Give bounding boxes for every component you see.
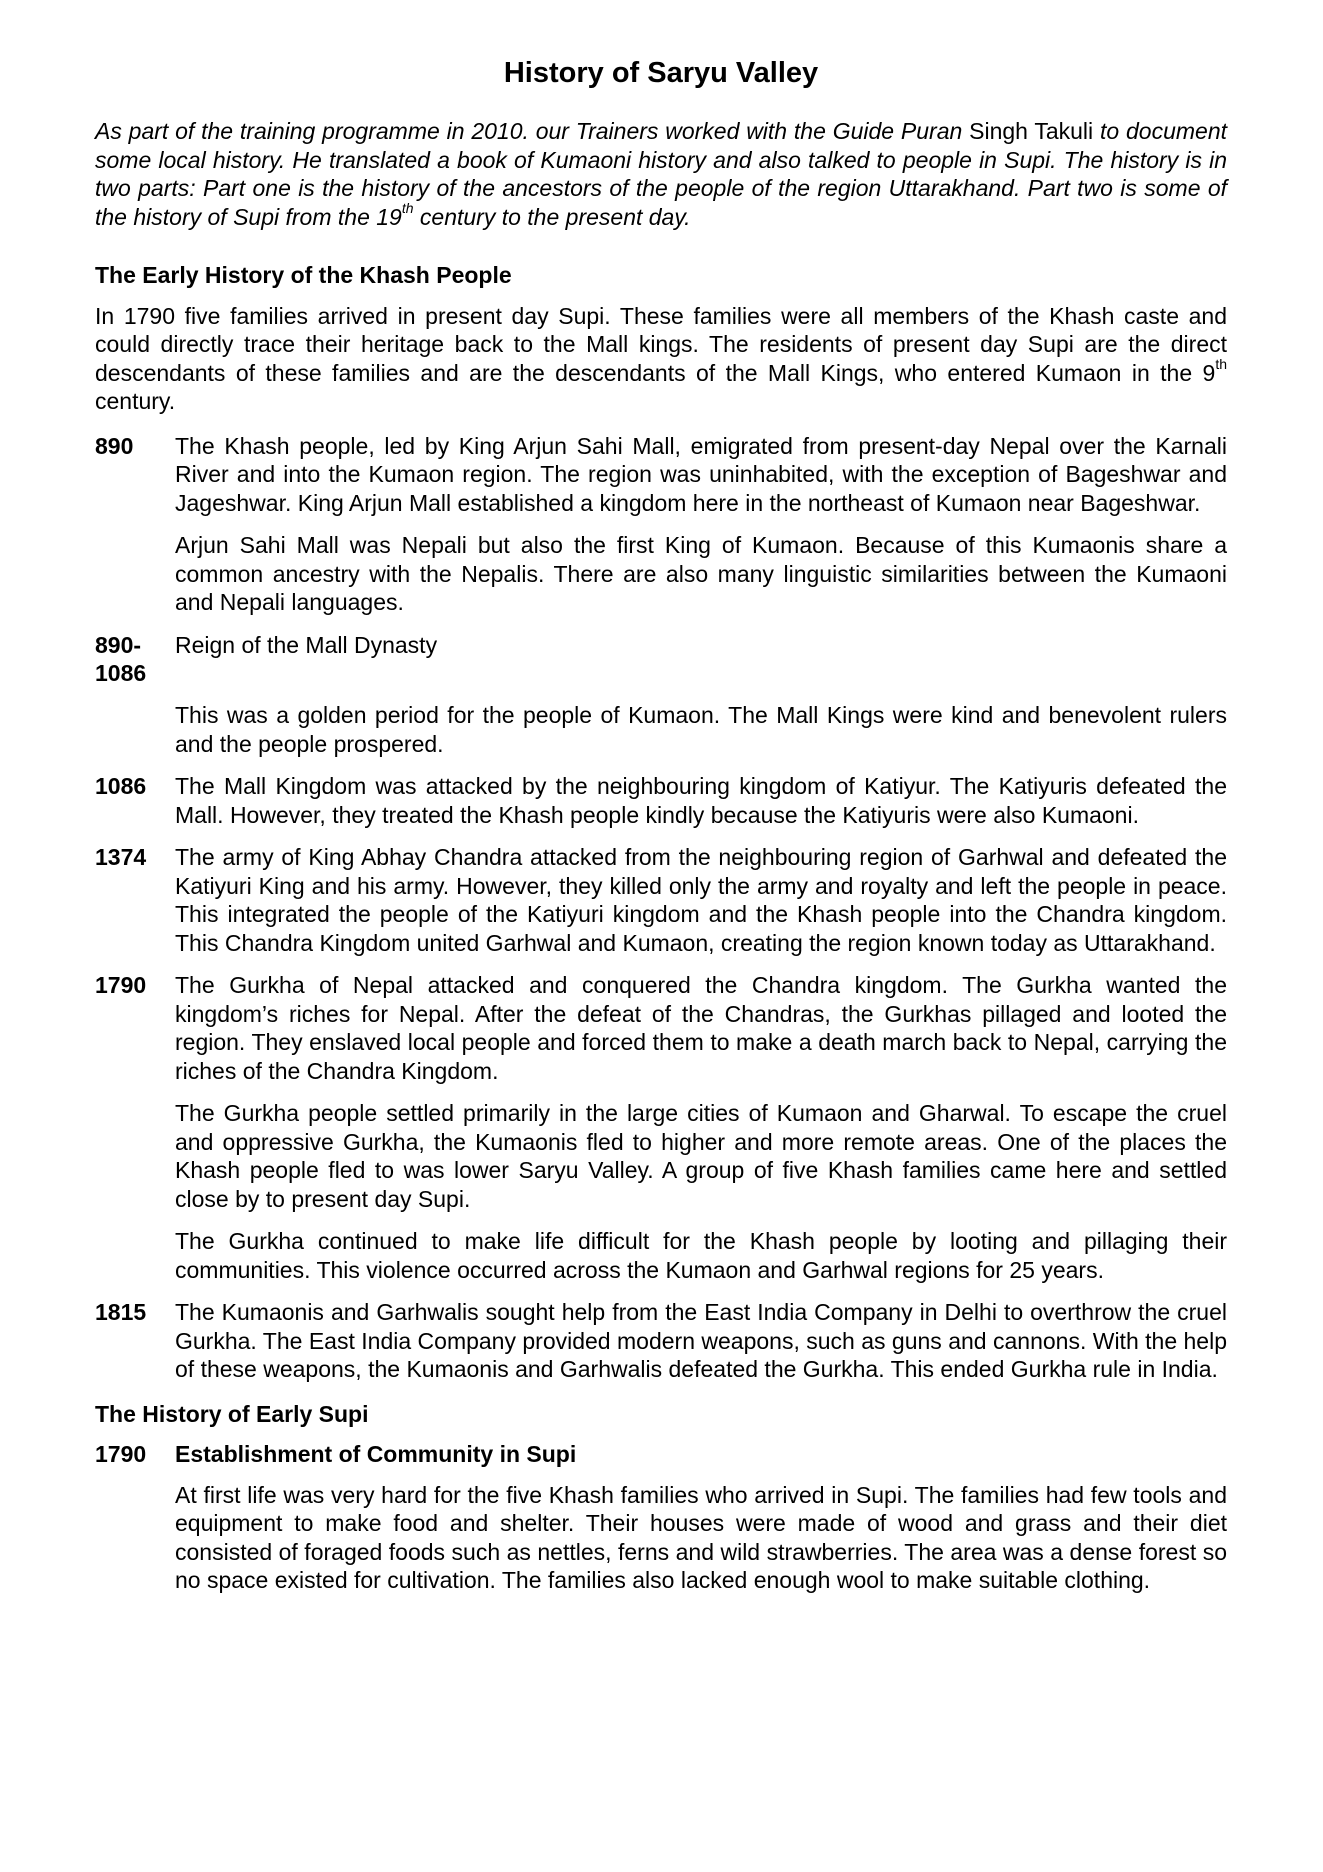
entry-paragraph: The army of King Abhay Chandra attacked from the neighbouring region of Garhwal and defeated the Katiyuri King and his army. However, they killed only the army and royalty and left the people in peace. This integrated the people of the Katiyuri kingdom and the Khash people into the Chandra kingdom. This Chandra Kingdom united Garhwal and Kumaon, creating the region known today as Uttarakhand. <box>175 844 1227 956</box>
document-page <box>95 55 1227 1609</box>
entry-paragraph: Arjun Sahi Mall was Nepali but also the first King of Kumaon. Because of this Kumaonis share a common ancestry with the Nepalis. There are also many linguistic similarities between the Kumaoni and Nepali languages. <box>175 532 1227 615</box>
entry-body <box>175 971 1227 1284</box>
entry-body <box>175 631 1227 759</box>
entry-year: 1790 <box>95 1441 147 1467</box>
timeline-entry <box>95 843 1227 957</box>
entry-body <box>175 772 1227 829</box>
section-heading-early-supi: The History of Early Supi <box>95 1400 369 1427</box>
entry-paragraph: At first life was very hard for the five Khash families who arrived in Supi. The families had few tools and equipment to make food and shelter. Their houses were made of wood and grass and their diet consisted of foraged foods such as nettles, ferns and wild strawberries. The area was a dense forest so no space existed for cultivation. The families also lacked enough wool to make suitable clothing. <box>175 1481 1227 1593</box>
entry-paragraph: The Kumaonis and Garhwalis sought help from the East India Company in Delhi to overthrow the cruel Gurkha. The East India Company provided modern weapons, such as guns and cannons. With the help of these weapons, the Kumaonis and Garhwalis defeated the Gurkha. This ended Gurkha rule in India. <box>175 1299 1227 1382</box>
entry-paragraph: The Gurkha people settled primarily in the large cities of Kumaon and Gharwal. To escape the cruel and oppressive Gurkha, the Kumaonis fled to higher and more remote areas. One of the places the Khash people fled to was lower Saryu Valley. A group of five Khash families came here and settled close by to present day Supi. <box>175 1100 1227 1212</box>
entry-year-line-1: 890- <box>95 631 142 658</box>
entry-paragraph: The Gurkha continued to make life difficult for the Khash people by looting and pillaging their communities. This violence occurred across the Kumaon and Garhwal regions for 25 years. <box>175 1228 1227 1283</box>
timeline-entry <box>95 772 1227 829</box>
section-intro-superscript: th <box>1215 355 1227 372</box>
timeline-entry <box>95 1440 1227 1595</box>
intro-paragraph <box>95 117 1227 231</box>
entry-year: 1790 <box>95 972 147 998</box>
entry-paragraph: The Mall Kingdom was attacked by the neighbouring kingdom of Katiyur. The Katiyuris defeated the Mall. However, they treated the Khash people kindly because the Katiyuris were also Kumaoni. <box>175 773 1227 828</box>
entry-year: 1374 <box>95 844 147 870</box>
intro-superscript: th <box>401 199 414 216</box>
entry-body <box>175 432 1227 617</box>
entry-year: 1815 <box>95 1299 147 1325</box>
intro-text-1: As part of the training programme in 2010. our Trainers worked with the Guide Puran <box>95 118 963 144</box>
intro-text-3: to document some local history. He translated a book of Kumaoni history and also talked to people in Supi. The history is in two parts: Part one is the history of the ancestors of the people of the region Uttarakhand. Part two is some of the history of Supi from the 19 <box>95 118 1227 230</box>
timeline-entry <box>95 432 1227 617</box>
entry-body <box>175 843 1227 957</box>
entry-sub-heading: Establishment of Community in Supi <box>175 1441 577 1467</box>
timeline-entry <box>95 631 1227 759</box>
page-title: History of Saryu Valley <box>503 57 819 89</box>
timeline-entry <box>95 971 1227 1284</box>
entry-year: 890 <box>95 432 134 459</box>
section-intro-paragraph <box>95 302 1227 416</box>
section-intro-text: In 1790 five families arrived in present day Supi. These families were all members of the Khash caste and could directly trace their heritage back to the Mall kings. The residents of present day Supi are the direct descendants of these families and are the descendants of the Mall Kings, who entered Kumaon in the 9 <box>95 302 1227 386</box>
entry-paragraph: The Khash people, led by King Arjun Sahi Mall, emigrated from present-day Nepal over the Karnali River and into the Kumaon region. The region was uninhabited, with the exception of Bageshwar and Jageshwar. King Arjun Mall established a kingdom here in the northeast of Kumaon near Bageshwar. <box>175 432 1227 516</box>
entry-body <box>175 1298 1227 1384</box>
timeline-entry <box>95 1298 1227 1384</box>
intro-text-4: century to the present day. <box>413 203 691 230</box>
section-heading-khash: The Early History of the Khash People <box>95 262 512 288</box>
entry-year-line-2: 1086 <box>95 660 147 686</box>
intro-text-2: Singh Takuli <box>962 118 1100 144</box>
entry-paragraph: The Gurkha of Nepal attacked and conquered the Chandra kingdom. The Gurkha wanted the kingdom’s riches for Nepal. After the defeat of the Chandras, the Gurkhas pillaged and looted the region. They enslaved local people and forced them to make a death march back to Nepal, carrying the riches of the Chandra Kingdom. <box>175 972 1227 1084</box>
entry-year <box>95 631 175 759</box>
entry-year: 1086 <box>95 773 147 799</box>
section-intro-end: century. <box>95 388 176 414</box>
entry-paragraph: Reign of the Mall Dynasty <box>175 631 438 658</box>
entry-paragraph: This was a golden period for the people of Kumaon. The Mall Kings were kind and benevolent rulers and the people prospered. <box>175 702 1227 757</box>
entry-body <box>175 1440 1227 1595</box>
